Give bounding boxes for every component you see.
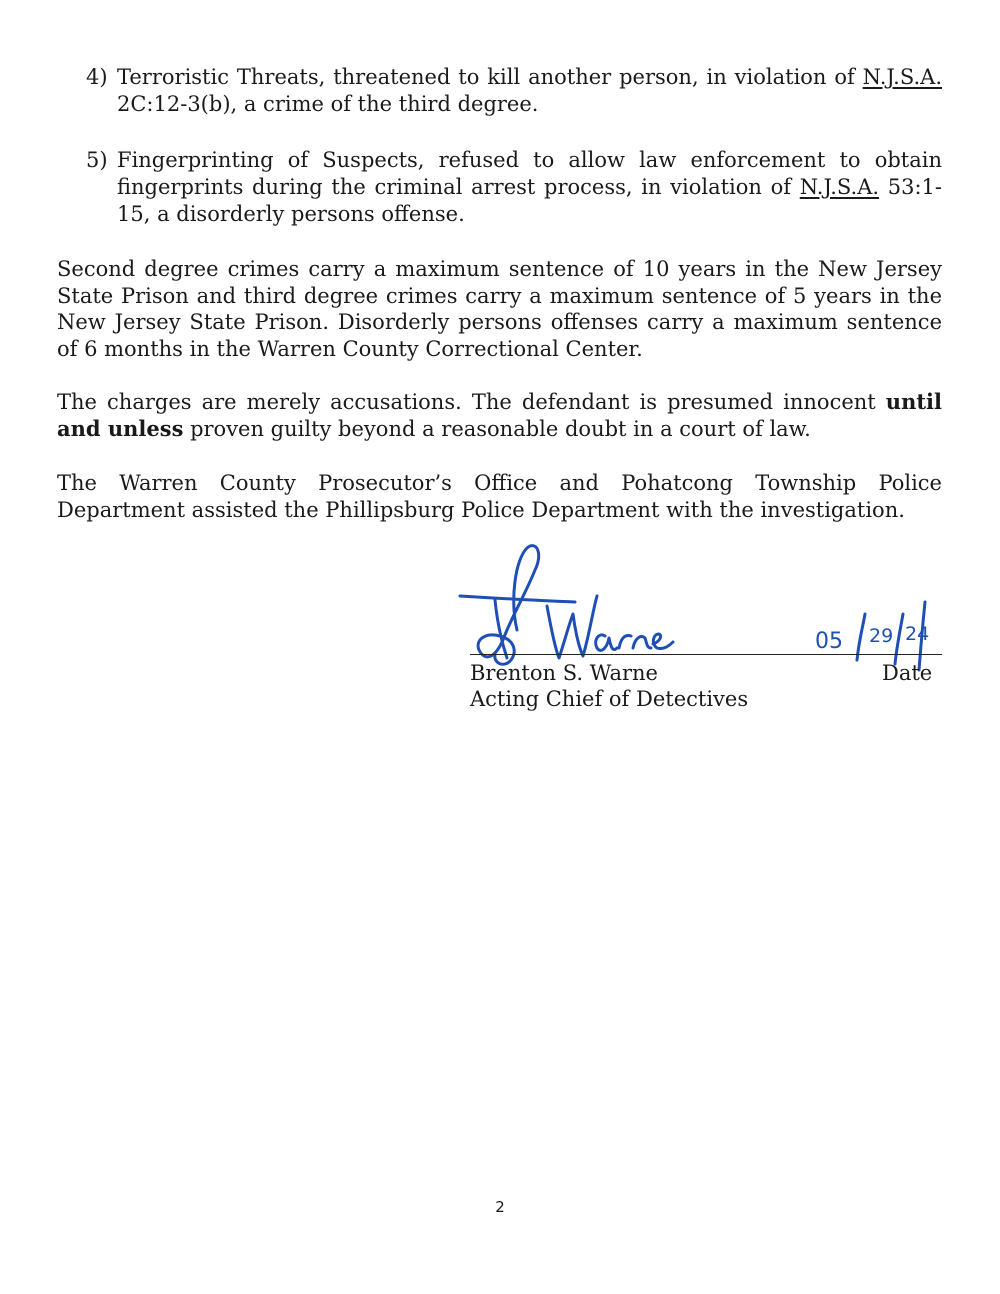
charge-item-4 — [86, 64, 942, 118]
item-text-part: 2C:12-3(b), a crime of the third degree. — [117, 92, 539, 116]
charge-item-5 — [86, 147, 942, 228]
signer-title: Acting Chief of Detectives — [470, 687, 749, 711]
signer-name: Brenton S. Warne — [470, 661, 658, 685]
statute-reference: N.J.S.A. — [862, 65, 942, 89]
svg-text:24: 24 — [905, 623, 930, 645]
svg-text:29: 29 — [869, 625, 894, 647]
item-text-part: Fingerprinting of Suspects, refused to allow law enforcement to obtain fingerprints during the criminal arrest process, in violation of — [117, 148, 942, 199]
item-text-part: 53:1-15, a disorderly persons offense. — [117, 175, 942, 226]
presumption-paragraph — [57, 389, 942, 442]
statute-reference: N.J.S.A. — [799, 175, 880, 199]
svg-text:05: 05 — [815, 629, 843, 654]
paragraph-text: proven guilty beyond a reasonable doubt in a court of law. — [183, 416, 811, 441]
item-text — [117, 147, 942, 228]
assistance-paragraph: The Warren County Prosecutor’s Office and Pohatcong Township Police Department assisted the Phillipsburg Police Department with the investigation. — [57, 471, 942, 522]
page-number: 2 — [495, 1198, 505, 1216]
sentencing-paragraph: Second degree crimes carry a maximum sentence of 10 years in the New Jersey State Prison and third degree crimes carry a maximum sentence of 5 years in the New Jersey State Prison. Disorderly persons offenses carry a maximum sentence of 6 months in the Warren County Correctional Center. — [57, 257, 942, 361]
paragraph-text: The charges are merely accusations. The defendant is presumed innocent — [57, 390, 886, 414]
item-text — [117, 64, 942, 118]
date-label: Date — [882, 661, 933, 685]
signature-line — [470, 654, 942, 655]
item-number: 5) — [86, 148, 108, 172]
item-number: 4) — [86, 65, 108, 89]
emphasis-text: until and unless — [57, 389, 942, 441]
item-text-part: Terroristic Threats, threatened to kill another person, in violation of — [117, 65, 863, 89]
